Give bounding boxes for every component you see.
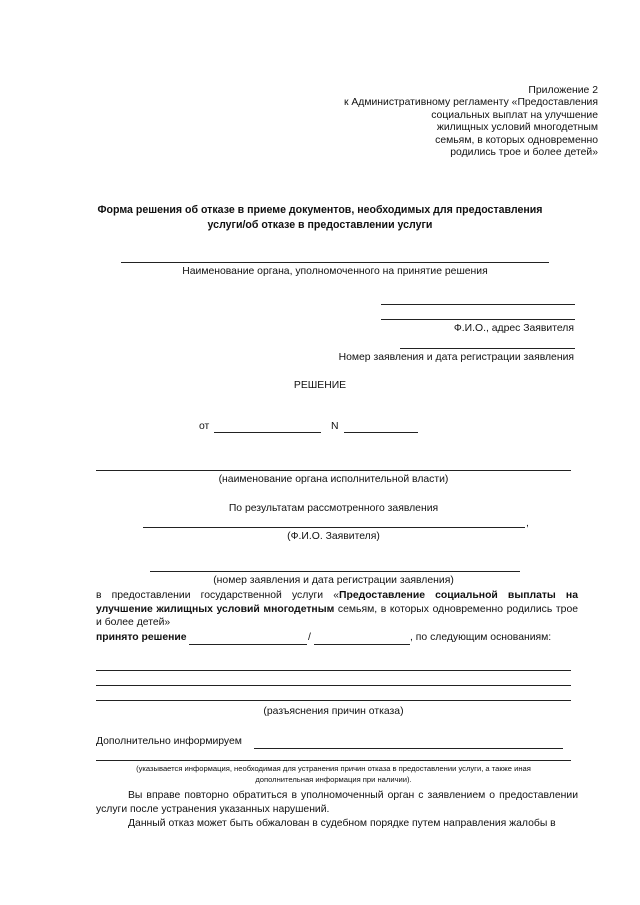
applicant-name-label: (Ф.И.О. Заявителя) xyxy=(287,531,380,542)
service-paragraph xyxy=(96,589,578,630)
applicant-name-line xyxy=(143,527,525,528)
number-label: N xyxy=(331,421,339,432)
reasons-line-3 xyxy=(96,700,571,701)
applicant-label: Ф.И.О., адрес Заявителя xyxy=(453,323,574,334)
exec-body-label: (наименование органа исполнительной власти) xyxy=(218,474,449,485)
header-line: Приложение 2 xyxy=(528,85,598,96)
by-results-label: По результатам рассмотренного заявления xyxy=(228,503,439,514)
note-line: (указывается информация, необходимая для устранения причин отказа в предоставлении услуги, а также иная xyxy=(136,764,531,773)
decision-line-1 xyxy=(189,644,307,645)
app-num-date-line xyxy=(150,571,520,572)
header-line: семьям, в которых одновременно xyxy=(435,134,598,146)
application-label: Номер заявления и дата регистрации заявления xyxy=(338,352,574,363)
decision-suffix: , по следующим основаниям: xyxy=(410,632,552,643)
decision-made xyxy=(96,632,187,643)
date-line xyxy=(214,432,321,433)
number-line xyxy=(344,432,418,433)
exec-body-line xyxy=(96,470,571,471)
reasons-line-1 xyxy=(96,670,571,671)
reasons-label: (разъяснения причин отказа) xyxy=(263,706,404,717)
additional-line-1 xyxy=(254,748,563,749)
from-label: от xyxy=(199,421,210,432)
app-num-date-label: (номер заявления и дата регистрации заявления) xyxy=(213,575,454,586)
decision-line-2 xyxy=(314,644,410,645)
service-name: Предоставление социальной выплаты на улучшение жилищных условий многодетным xyxy=(96,590,578,615)
slash: / xyxy=(308,632,311,643)
header-line: к Административному регламенту «Предоставления xyxy=(343,97,598,109)
header-line: жилищных условий многодетным xyxy=(436,122,598,134)
application-line xyxy=(400,348,575,349)
decision-made-label: принято решение xyxy=(96,632,187,643)
header-line: родились трое и более детей» xyxy=(450,147,598,159)
additional-label: Дополнительно информируем xyxy=(96,736,242,747)
appeal-paragraph: Данный отказ может быть обжалован в судебном порядке путем направления жалобы в xyxy=(128,818,556,829)
authority-label: Наименование органа, уполномоченного на принятие решения xyxy=(182,266,488,277)
note-text xyxy=(96,763,571,785)
applicant-line-2 xyxy=(381,319,575,320)
service-prefix: в предоставлении государственной услуги « xyxy=(96,590,340,601)
header-line: социальных выплат на улучшение xyxy=(431,109,598,121)
applicant-line-1 xyxy=(381,304,575,305)
comma: , xyxy=(526,518,529,529)
authority-line xyxy=(121,262,549,263)
decision-heading: РЕШЕНИЕ xyxy=(293,380,347,391)
service-suffix: семьям, в которых одновременно родились трое и более детей» xyxy=(96,603,578,629)
note-line: дополнительная информация при наличии). xyxy=(255,775,412,784)
reasons-line-2 xyxy=(96,685,571,686)
form-title: Форма решения об отказе в приеме документов, необходимых для предоставления услуги/об отказе в предоставлении услуги xyxy=(97,204,543,231)
additional-line-2 xyxy=(96,760,571,761)
appendix-header xyxy=(258,85,598,159)
retry-paragraph: Вы вправе повторно обратиться в уполномоченный орган с заявлением о предоставлении услуги после устранения указанных нарушений. xyxy=(96,790,578,815)
